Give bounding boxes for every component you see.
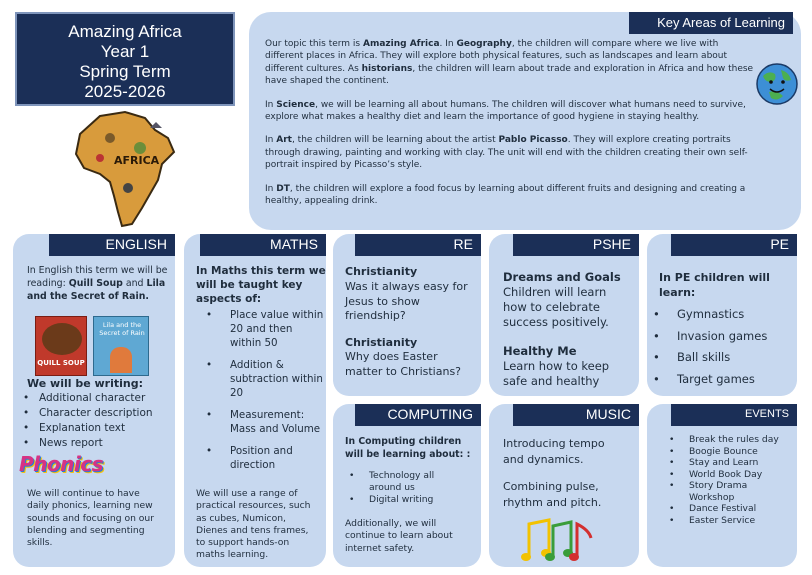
list-item: • Additional character — [21, 391, 181, 406]
list-item: • Technology all around us — [347, 470, 467, 494]
list-item: • Ball skills — [651, 347, 797, 369]
science-paragraph: In Science, we will be learning all about humans. The children will discover what humans need to survive, explore what makes a healthy diet and learn the importance of good hygiene in staying healthy. — [265, 99, 746, 123]
computing-list — [347, 470, 467, 506]
list-item: • Measurement: Mass and Volume — [204, 408, 324, 436]
title-line-3: Spring Term — [79, 62, 171, 81]
music-notes-icon — [519, 516, 609, 564]
book-cover-quill-soup — [35, 316, 87, 376]
list-item: • Position and direction — [204, 444, 324, 472]
events-list — [667, 434, 795, 526]
english-panel — [13, 234, 175, 567]
key-areas-panel — [249, 12, 801, 230]
events-heading: EVENTS — [671, 404, 797, 426]
phonics-logo: Phonics — [19, 452, 103, 476]
list-item: • Invasion games — [651, 326, 797, 348]
list-item: • Story Drama Workshop — [667, 480, 795, 503]
music-panel — [489, 404, 639, 567]
maths-intro: In Maths this term we will be taught key aspects of: — [196, 265, 326, 305]
maths-list — [204, 308, 324, 472]
globe-icon — [755, 62, 799, 106]
pshe-heading-2: Healthy Me — [503, 344, 577, 358]
list-item: • Stay and Learn — [667, 457, 795, 469]
list-item: • Gymnastics — [651, 304, 797, 326]
list-item: • Easter Service — [667, 515, 795, 527]
maths-heading: MATHS — [200, 234, 326, 256]
art-paragraph: In Art, the children will be learning about the artist Pablo Picasso. They will explore creating portraits through drawing, painting and working with clay. The unit will end with the children creating their own self-portrait inspired by Picasso’s style. — [265, 135, 748, 171]
pshe-heading-1: Dreams and Goals — [503, 270, 621, 284]
phonics-text: We will continue to have daily phonics, learning new sounds and focusing on our blending and segmenting skills. — [27, 488, 155, 549]
book-title-lila: Lila and the Secret of Rain. — [27, 278, 166, 302]
maths-panel — [184, 234, 326, 567]
key-areas-heading: Key Areas of Learning — [629, 12, 793, 34]
writing-list — [21, 391, 181, 451]
re-heading-1: Christianity — [345, 265, 418, 278]
book-cover-lila-title: Lila and the Secret of Rain — [99, 321, 145, 337]
pshe-panel — [489, 234, 639, 396]
title-line-4: 2025-2026 — [84, 82, 166, 101]
africa-map-label: AFRICA — [114, 154, 160, 167]
book-cover-quill-soup-title: QUILL SOUP — [37, 359, 85, 367]
pe-list — [651, 304, 797, 390]
list-item: • Character description — [21, 406, 181, 421]
re-panel — [333, 234, 481, 396]
geography-history-paragraph: Our topic this term is Amazing Africa. In Geography, the children will compare where we live with different places in Africa. They will explore both physical features, such as landscapes and learn about different cultures. As historians, the children will learn about trade and exploration in Africa and how these have shaped the continent. — [265, 39, 754, 87]
english-intro: In English this term we will be reading: Quill Soup and Lila and the Secret of Rain. — [27, 265, 168, 302]
africa-map-image — [70, 108, 182, 230]
music-heading: MUSIC — [513, 404, 639, 426]
re-question-1: Was it always easy for Jesus to show friendship? — [345, 280, 468, 322]
pe-heading: PE — [671, 234, 797, 256]
re-heading-2: Christianity — [345, 336, 418, 349]
computing-panel — [333, 404, 481, 567]
re-heading: RE — [355, 234, 481, 256]
computing-heading: COMPUTING — [355, 404, 481, 426]
pe-panel — [647, 234, 797, 396]
list-item: • Dance Festival — [667, 503, 795, 515]
list-item: • Explanation text — [21, 421, 181, 436]
book-cover-lila — [93, 316, 149, 376]
list-item: • Target games — [651, 369, 797, 391]
book-title-quill-soup: Quill Soup — [68, 278, 123, 289]
list-item: • World Book Day — [667, 469, 795, 481]
list-item: • Break the rules day — [667, 434, 795, 446]
title-line-2: Year 1 — [100, 42, 150, 61]
music-text-2: Combining pulse, rhythm and pitch. — [503, 480, 602, 509]
list-item: • News report — [21, 436, 181, 451]
pe-intro: In PE children will learn: — [659, 271, 770, 299]
pshe-text-1: Children will learn how to celebrate success positively. — [503, 285, 609, 329]
music-text-1: Introducing tempo and dynamics. — [503, 437, 605, 466]
pshe-text-2: Learn how to keep safe and healthy — [503, 359, 610, 388]
computing-intro: In Computing children will be learning about: : — [345, 436, 471, 460]
list-item: • Boogie Bounce — [667, 446, 795, 458]
list-item: • Addition & subtraction within 20 — [204, 358, 324, 400]
re-question-2: Why does Easter matter to Christians? — [345, 350, 462, 378]
list-item: • Digital writing — [347, 494, 467, 506]
pshe-heading: PSHE — [513, 234, 639, 256]
list-item: • Place value within 20 and then within 50 — [204, 308, 324, 350]
title-line-1: Amazing Africa — [68, 22, 182, 41]
writing-heading: We will be writing: — [27, 377, 143, 390]
maths-footer: We will use a range of practical resources, such as cubes, Numicon, Dienes and tens frames, to support hands-on maths learning. — [196, 488, 311, 561]
english-heading: ENGLISH — [49, 234, 175, 256]
title-box — [15, 12, 235, 106]
computing-footer: Additionally, we will continue to learn about internet safety. — [345, 518, 453, 554]
events-panel — [647, 404, 797, 567]
key-areas-text — [265, 38, 755, 207]
dt-paragraph: In DT, the children will explore a food focus by learning about different fruits and designing and creating a healthy, appealing drink. — [265, 183, 746, 207]
